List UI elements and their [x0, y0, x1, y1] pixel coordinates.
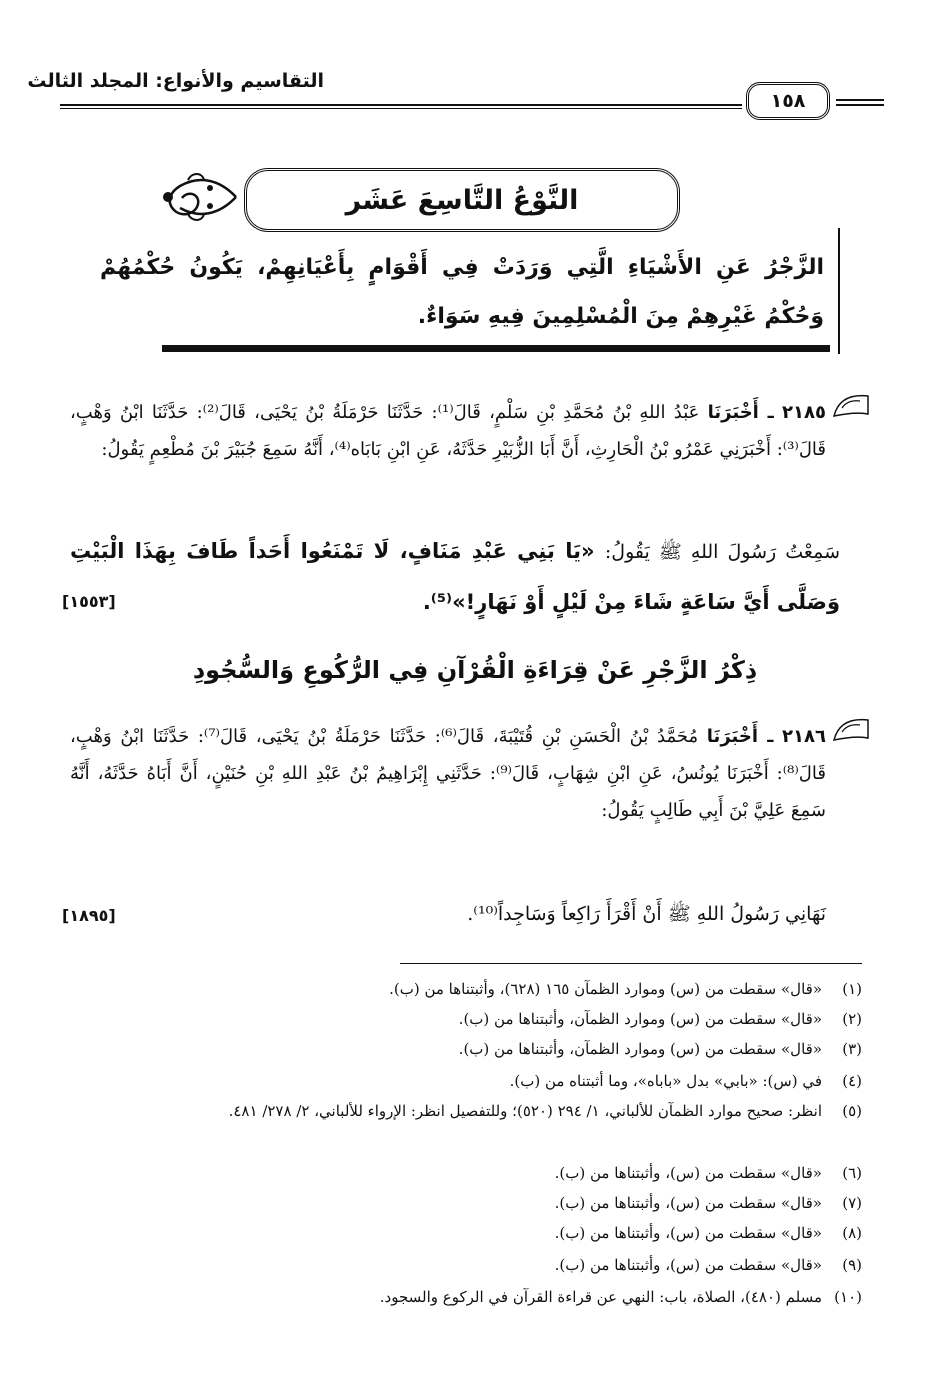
chapter-bottom-rule — [162, 345, 830, 352]
footnote-item — [80, 1250, 862, 1280]
hadith-2185-isnad — [70, 394, 826, 468]
hadith-2186-number: ٢١٨٦ — [782, 726, 826, 747]
footnote-number: (٤) — [842, 1072, 862, 1090]
chapter-frame-line — [838, 228, 840, 354]
footnote-text: مسلم (٤٨٠)، الصلاة، باب: النهي عن قراءة القرآن في الركوع والسجود. — [379, 1288, 822, 1306]
page-number-rule-2 — [836, 104, 884, 106]
footnote-text: «قال» سقطت من (س)، وأثبتناها من (ب). — [554, 1256, 822, 1274]
footnote-text: «قال» سقطت من (س)، وأثبتناها من (ب). — [554, 1224, 822, 1242]
hadith-2185-isnad-text: عَبْدُ اللهِ بْنُ مُحَمَّدِ بْنِ سَلْمٍ، قَالَ⁽¹⁾: حَدَّثَنَا حَرْمَلَةُ بْنُ يَحْيَى، قَالَ⁽²⁾: حَدَّثَنَا ابْنُ وَهْبٍ، قَالَ⁽³⁾: أَخْبَرَنِي عَمْرُو بْنُ الْحَارِثِ، أَنَّ أَبَا الزُّبَيْرِ حَدَّثَهُ، عَنِ ابْنِ بَابَاه⁽⁴⁾، أَنَّهُ سَمِعَ جُبَيْرَ بْنَ مُطْعِمٍ يَقُولُ: — [70, 402, 826, 460]
hadith-2185-lead: سَمِعْتُ رَسُولَ اللهِ ﷺ يَقُولُ: — [604, 541, 840, 563]
footnote-item — [80, 974, 862, 1004]
footnote-item — [80, 1218, 862, 1248]
hadith-2186-isnad-text: مُحَمَّدُ بْنُ الْحَسَنِ بْنِ قُتَيْبَةَ، قَالَ⁽⁶⁾: حَدَّثَنَا حَرْمَلَةُ بْنُ يَحْيَى، قَالَ⁽⁷⁾: حَدَّثَنَا ابْنُ وَهْبٍ، قَالَ⁽⁸⁾: أَخْبَرَنَا يُونُسُ، عَنِ ابْنِ شِهَابٍ، قَالَ⁽⁹⁾: حَدَّثَنِي إِبْرَاهِيمُ بْنُ عَبْدِ اللهِ بْنِ حُنَيْنٍ، أَنَّ أَبَاهُ حَدَّثَهُ، أَنَّهُ سَمِعَ عَلِيَّ بْنَ أَبِي طَالِبٍ يَقُولُ: — [70, 726, 826, 821]
footnote-number: (٨) — [842, 1224, 862, 1242]
footnote-item — [80, 1282, 862, 1312]
header-rule — [60, 104, 742, 106]
hadith-2185-matn-text: «يَا بَنِي عَبْدِ مَنَافٍ، لَا تَمْنَعُوا أَحَداً طَافَ بِهَذَا الْبَيْتِ وَصَلَّى أَيَّ سَاعَةٍ شَاءَ مِنْ لَيْلٍ أَوْ نَهَارٍ!»⁽⁵⁾. — [70, 539, 840, 614]
footnote-text: «قال» سقطت من (س) وموارد الظمآن، وأثبتناها من (ب). — [458, 1010, 822, 1028]
header-rule-thin — [60, 108, 742, 109]
floral-ornament-icon — [158, 168, 238, 226]
hadith-marker-icon — [832, 716, 870, 742]
footnote-separator — [400, 963, 862, 964]
hadith-marker-icon — [832, 392, 870, 418]
footnote-item — [80, 1004, 862, 1034]
footnote-number: (٦) — [842, 1164, 862, 1182]
footnote-text: «قال» سقطت من (س) وموارد الظمآن، وأثبتناها من (ب). — [458, 1040, 822, 1058]
footnote-number: (٧) — [842, 1194, 862, 1212]
akhbarana-label: أَخْبَرَنَا — [707, 402, 759, 423]
footnote-number: (٥) — [842, 1102, 862, 1120]
footnote-text: «قال» سقطت من (س)، وأثبتناها من (ب). — [554, 1164, 822, 1182]
akhbarana-label: أَخْبَرَنَا — [706, 726, 759, 747]
hadith-2186-ref: [١٨٩٥] — [62, 906, 116, 925]
footnote-item — [80, 1188, 862, 1218]
hadith-2185-matn — [70, 526, 840, 627]
footnote-text: انظر: صحيح موارد الظمآن للألباني، ١/ ٢٩٤ (٥٢٠)؛ وللتفصيل انظر: الإرواء للألباني، ٢/ ٢٧٨/ ٤٨١. — [228, 1102, 822, 1120]
running-title: التقاسيم والأنواع: المجلد الثالث — [27, 70, 324, 92]
hadith-2186-akhbarana: ـ أَخْبَرَنَا — [706, 726, 774, 747]
footnote-text: «قال» سقطت من (س) وموارد الظمآن ١٦٥ (٦٢٨)، وأثبتناها من (ب). — [389, 980, 822, 998]
chapter-description: الزَّجْرُ عَنِ الأَشْيَاءِ الَّتِي وَرَدَتْ فِي أَقْوَامٍ بِأَعْيَانِهِمْ، يَكُونُ حُكْمُهُمْ وَحُكْمُ غَيْرِهِمْ مِنَ الْمُسْلِمِينَ فِيهِ سَوَاءٌ. — [100, 255, 824, 329]
footnote-item — [80, 1034, 862, 1064]
page-number-box — [746, 82, 830, 120]
hadith-2185-ref: [١٥٥٣] — [62, 592, 116, 611]
page-number: ١٥٨ — [770, 90, 806, 112]
footnote-item — [80, 1158, 862, 1188]
chapter-title-text: النَّوْعُ التَّاسِعَ عَشَر — [345, 184, 579, 216]
hadith-2186-isnad — [70, 718, 826, 829]
footnote-text: في (س): «بابي» بدل «باباه»، وما أثبتناه من (ب). — [509, 1072, 822, 1090]
footnote-text: «قال» سقطت من (س)، وأثبتناها من (ب). — [554, 1194, 822, 1212]
footnote-number: (١٠) — [834, 1288, 862, 1306]
page-number-rule — [836, 99, 884, 101]
footnote-item — [80, 1096, 862, 1126]
chapter-title — [244, 168, 680, 232]
footnote-number: (٢) — [842, 1010, 862, 1028]
hadith-2186-matn: نَهَانِي رَسُولُ اللهِ ﷺ أَنْ أَقْرَأَ رَاكِعاً وَسَاجِداً⁽¹⁰⁾. — [467, 903, 826, 925]
section-title: ذِكْرُ الزَّجْرِ عَنْ قِرَاءَةِ الْقُرْآنِ فِي الرُّكُوعِ وَالسُّجُودِ — [192, 656, 758, 684]
footnote-number: (٣) — [842, 1040, 862, 1058]
footnote-number: (٩) — [842, 1256, 862, 1274]
hadith-2185-akhbarana: ـ أَخْبَرَنَا — [707, 402, 774, 423]
footnote-number: (١) — [842, 980, 862, 998]
hadith-2185-number: ٢١٨٥ — [782, 402, 826, 423]
footnote-item — [80, 1066, 862, 1096]
